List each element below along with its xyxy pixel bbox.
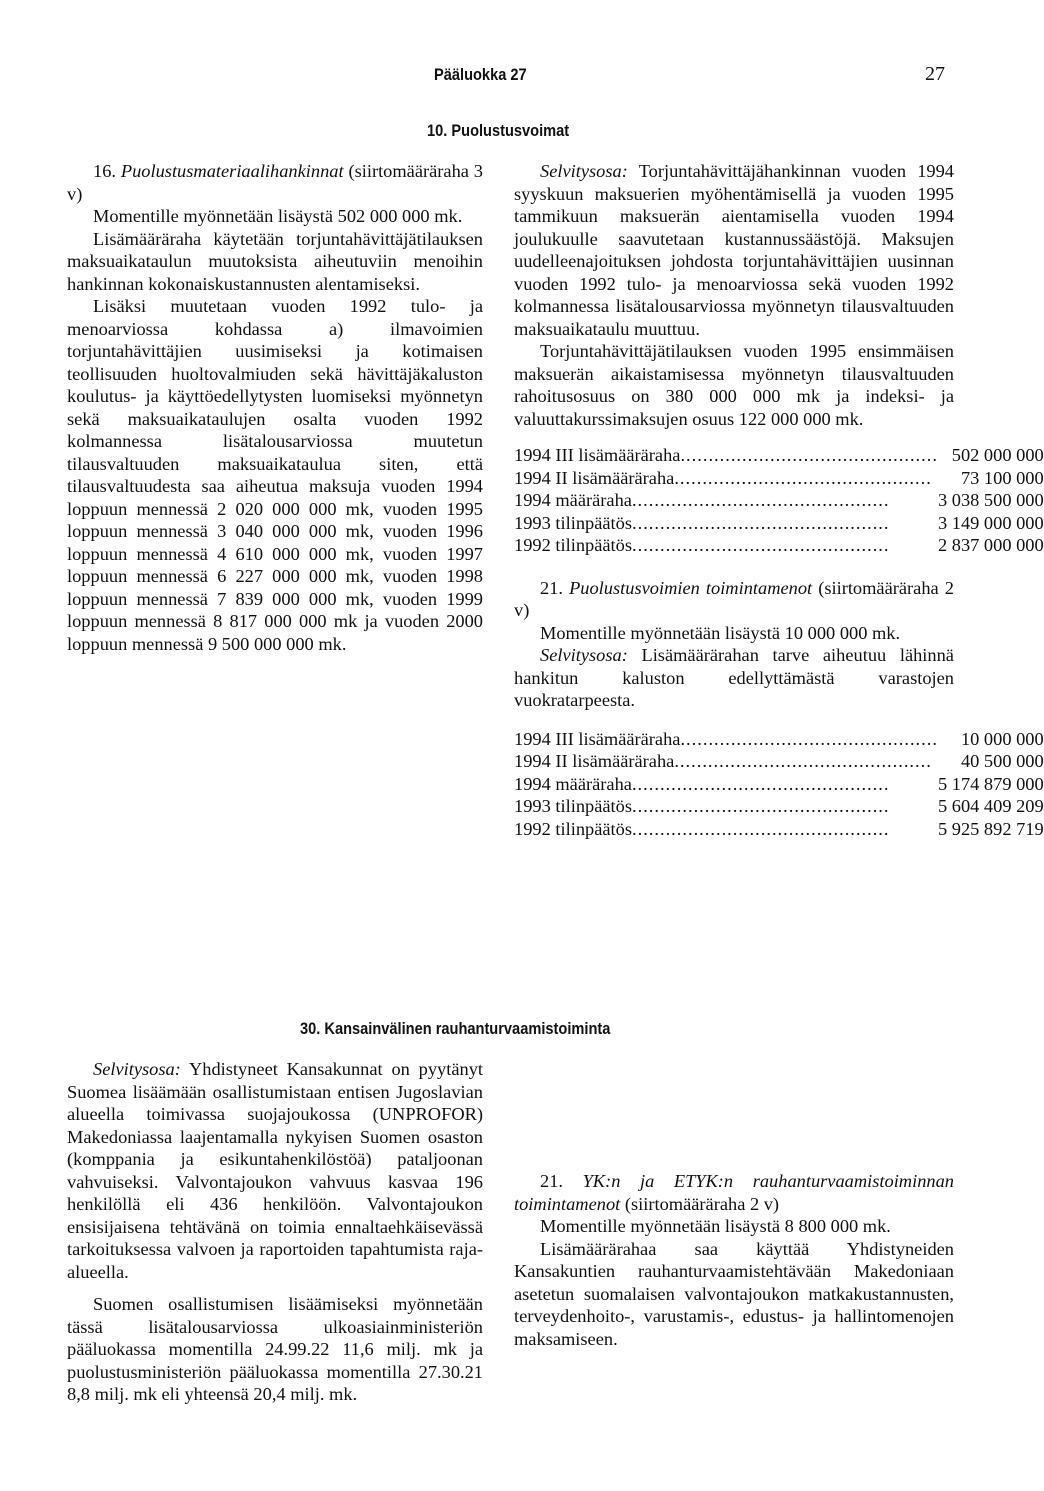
- item-16-explanation-text: Torjuntahävittäjähankinnan vuoden 1994 syyskuun maksuerien myöhentämisellä ja vuoden 1995 tammikuun maksuerän aientamisella vuoden 1994 joulukuulle saavutetaan kustannussäästöjä. Maksujen uudelleenajoituksen johdosta torjuntahävittäjien uusinnan vuoden 1992 tulo- ja menoarviossa sekä vuoden 1992 kolmannessa lisätalousarviossa myönnetyn tilausvaltuuden maksuaikataulu muuttuu.: [514, 161, 954, 339]
- section-30-paragraph-1: [67, 1058, 483, 1283]
- item-21-heading: [514, 577, 954, 622]
- item-21-type: (siirtomääräraha 2 v): [514, 577, 954, 620]
- explanation-label: Selvitysosa:: [93, 1059, 181, 1079]
- item-21-paragraph-2: [514, 644, 954, 712]
- section-30-item-21-paragraph-2: Lisämäärärahaa saa käyttää Yhdistyneiden Kansakuntien rauhanturvaamistehtävään Makedoniaan asetetun suomalaisen valvontajoukon matkakustannusten, terveydenhoito-, varustamis-, edustus- ja hallintomenojen maksamiseen.: [514, 1238, 954, 1349]
- item-16-type: (siirtomääräraha 3 v): [67, 161, 483, 204]
- table-row: 1994 määräraha .............................................. 3 038 500 000: [514, 490, 1044, 510]
- row-value: 5 174 879 000: [937, 773, 1044, 794]
- item-16-heading: [67, 160, 483, 205]
- item-16-paragraph-3: Lisäksi muutetaan vuoden 1992 tulo- ja menoarviossa kohdassa a) ilmavoimien torjuntahävittäjien uusimiseksi ja kotimaisen teollisuuden huoltovalmiuden sekä hävittäjäkaluston koulutus- ja käyttöedellytysten luomiseksi myönnetyn sekä maksuaikataulujen osalta vuoden 1992 kolmannessa lisätalousarviossa muutetun tilausvaltuuden maksuaikataulua siten, että tilausvaltuudesta saa aiheutua maksuja vuoden 1994 loppuun mennessä 2 020 000 000 mk, vuoden 1995 loppuun mennessä 3 040 000 000 mk, vuoden 1996 loppuun mennessä 4 610 000 000 mk, vuoden 1997 loppuun mennessä 6 227 000 000 mk, vuoden 1998 loppuun mennessä 7 839 000 000 mk, vuoden 1999 loppuun mennessä 8 817 000 000 mk ja vuoden 2000 loppuun mennessä 9 500 000 000 mk.: [67, 296, 483, 654]
- running-header-title: Pääluokka 27: [434, 65, 527, 84]
- table-row: 1994 II lisämääräraha .............................................. 40 500 000: [514, 751, 1044, 771]
- item-16-paragraph-2: Lisämääräraha käytetään torjuntahävittäjätilauksen maksuaikataulun muutoksista aiheutuviin menoihin hankinnan kokonaiskustannusten alentamiseksi.: [67, 228, 483, 294]
- row-value: 502 000 000: [951, 445, 1044, 465]
- explanation-label: Selvitysosa:: [540, 161, 628, 181]
- item-21-appropriation-table: [514, 728, 1044, 841]
- row-value: 5 925 892 719: [937, 818, 1044, 839]
- left-column-section10: [67, 160, 483, 655]
- item-21-type: (siirtomääräraha 2 v): [624, 1193, 780, 1214]
- row-value: 3 038 500 000: [937, 490, 1044, 510]
- row-label: 1992 tilinpäätös: [514, 535, 632, 555]
- right-column-section10: [514, 160, 1044, 840]
- table-row: 1994 määräraha .............................................. 5 174 879 000: [514, 773, 1044, 794]
- section-30-item-21-heading: [514, 1170, 954, 1215]
- table-row: 1992 tilinpäätös .............................................. 2 837 000 000: [514, 535, 1044, 555]
- table-row: 1993 tilinpäätös .............................................. 5 604 409 209: [514, 796, 1044, 816]
- item-16-paragraph-5: Torjuntahävittäjätilauksen vuoden 1995 ensimmäisen maksuerän aikaistamisessa myönnetyn tilausvaltuuden rahoitusosuus on 380 000 000 mk ja indeksi- ja valuuttakurssimaksujen osuus 122 000 000 mk.: [514, 341, 954, 429]
- table-row: 1994 III lisämääräraha .............................................. 10 000 000: [514, 728, 1044, 749]
- row-label: 1994 määräraha: [514, 773, 632, 794]
- item-21-title: YK:n ja ETYK:n rauhanturvaamistoiminnan toimintamenot: [514, 1171, 954, 1214]
- item-16-number: 16.: [93, 161, 116, 181]
- item-16-appropriation-table: [514, 444, 1044, 557]
- row-value: 40 500 000: [960, 751, 1044, 771]
- item-16-title: Puolustusmateriaalihankinnat: [120, 161, 344, 181]
- section-30-explanation-text: Yhdistyneet Kansakunnat on pyytänyt Suomea lisäämään osallistumistaan entisen Jugoslavian alueella toimivassa suojajoukossa (UNPROFOR) Makedoniassa laajentamalla nykyisen Suomen osaston (komppania ja esikuntahenkilöstöä) pataljoonan vahvuiseksi. Valvontajoukon vahvuus kasvaa 196 henkilöllä eli 436 henkilöön. Valvontajoukon ensisijaisena tehtävänä on toimia ennaltaehkäisevässä tarkoituksessa valvoen ja raportoiden tapahtumista raja-alueella.: [67, 1059, 483, 1282]
- item-21-title: Puolustusvoimien toimintamenot: [569, 577, 813, 598]
- page-number: 27: [925, 63, 945, 85]
- left-column-section30: [67, 1058, 483, 1406]
- table-row: 1994 III lisämääräraha .............................................. 502 000 000: [514, 445, 1044, 465]
- row-label: 1994 II lisämääräraha: [514, 467, 675, 488]
- item-21-explanation-text: Lisämäärärahan tarve aiheutuu lähinnä hankitun kaluston edellyttämästä varastojen vuokratarpeesta.: [514, 645, 954, 710]
- table-row: 1992 tilinpäätös .............................................. 5 925 892 719: [514, 818, 1044, 839]
- row-label: 1993 tilinpäätös: [514, 796, 632, 816]
- row-label: 1994 II lisämääräraha: [514, 751, 675, 771]
- table-row: 1994 II lisämääräraha .............................................. 73 100 000: [514, 467, 1044, 488]
- row-label: 1994 III lisämääräraha: [514, 728, 681, 749]
- row-value: 3 149 000 000: [937, 512, 1044, 533]
- section-heading: 10. Puolustusvoimat: [427, 121, 570, 140]
- item-21-number: 21.: [540, 1171, 563, 1191]
- row-label: 1992 tilinpäätös: [514, 818, 632, 839]
- row-value: 10 000 000: [960, 728, 1044, 749]
- row-value: 2 837 000 000: [937, 535, 1044, 555]
- row-label: 1994 III lisämääräraha: [514, 445, 681, 465]
- explanation-label: Selvitysosa:: [540, 645, 628, 665]
- row-label: 1994 määräraha: [514, 490, 632, 510]
- row-label: 1993 tilinpäätös: [514, 512, 632, 533]
- section-30-paragraph-2: Suomen osallistumisen lisäämiseksi myönnetään tässä lisätalousarviossa ulkoasiainministeriön pääluokassa momentilla 24.99.22 11,6 milj. mk ja puolustusministeriön pääluokassa momentilla 27.30.21 8,8 milj. mk eli yhteensä 20,4 milj. mk.: [67, 1294, 483, 1404]
- item-21-number: 21.: [540, 577, 563, 598]
- section-heading: 30. Kansainvälinen rauhanturvaamistoiminta: [300, 1019, 611, 1038]
- item-16-paragraph-1: Momentille myönnetään lisäystä 502 000 000 mk.: [93, 206, 463, 226]
- row-value: 73 100 000: [960, 467, 1044, 488]
- section-30-item-21-paragraph-1: Momentille myönnetään lisäystä 8 800 000 mk.: [540, 1216, 891, 1236]
- item-21-paragraph-1: Momentille myönnetään lisäystä 10 000 000 mk.: [540, 622, 901, 643]
- row-value: 5 604 409 209: [937, 796, 1044, 816]
- table-row: 1993 tilinpäätös .............................................. 3 149 000 000: [514, 512, 1044, 533]
- item-16-paragraph-4: [514, 160, 954, 340]
- right-column-section30: [514, 1058, 954, 1350]
